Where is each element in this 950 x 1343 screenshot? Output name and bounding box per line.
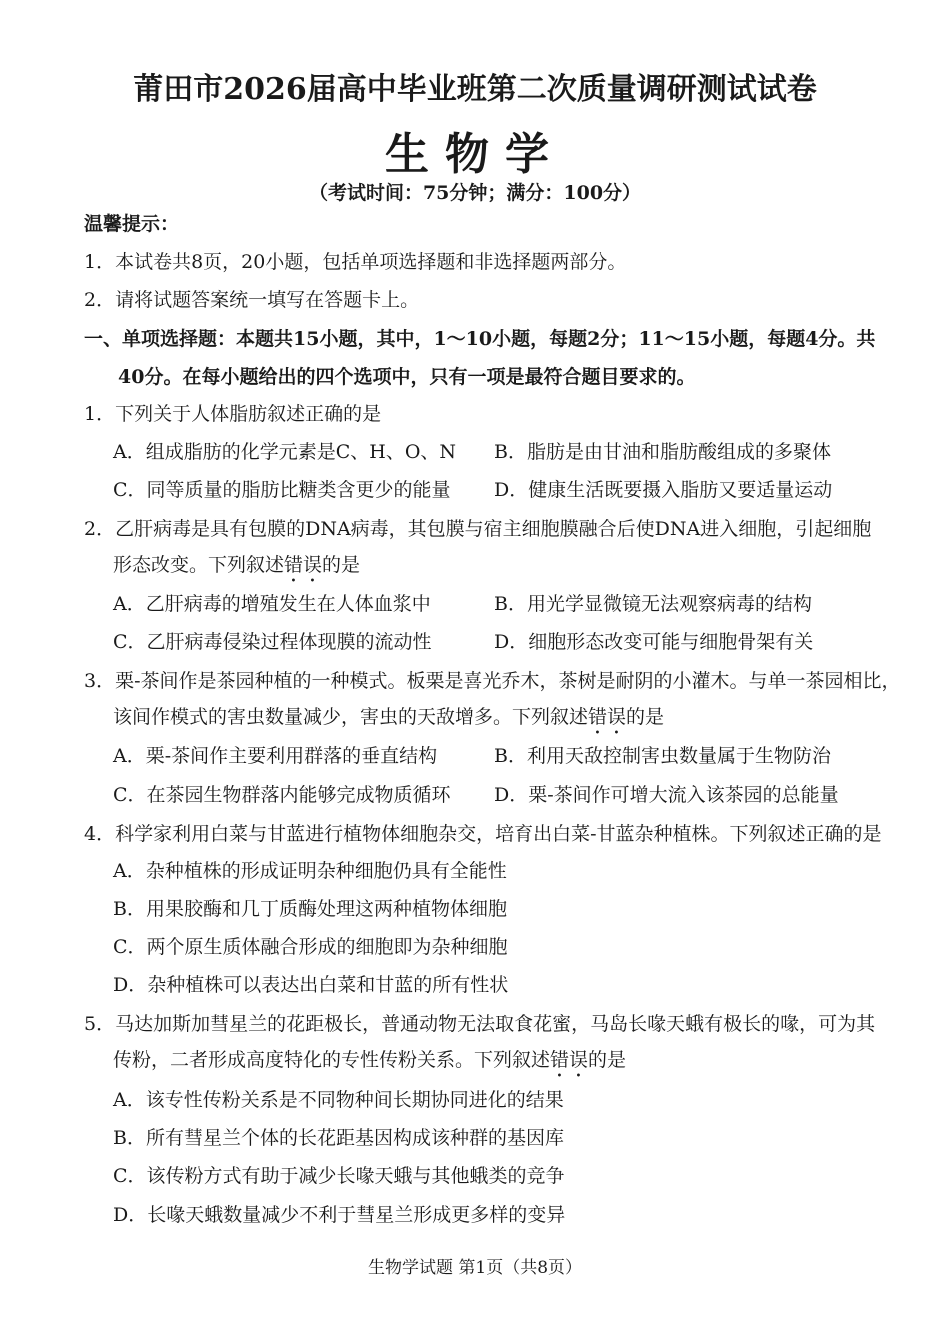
question-3-stem: 3．栗-茶间作是茶园种植的一种模式。板栗是喜光乔木，茶树是耐阴的小灌木。与单一茶园相比， <box>84 670 901 692</box>
question-3-option-d: D．栗-茶间作可增大流入该茶园的总能量 <box>494 784 839 806</box>
question-1-option-b: B．脂肪是由甘油和脂肪酸组成的多聚体 <box>494 441 831 463</box>
stem-text: 传粉，二者形成高度特化的专性传粉关系。下列叙述 <box>113 1049 551 1071</box>
question-3-option-b: B．利用天敌控制害虫数量属于生物防治 <box>494 745 831 767</box>
question-4-option-b: B．用果胶酶和几丁质酶处理这两种植物体细胞 <box>113 898 507 920</box>
question-2-option-b: B．用光学显微镜无法观察病毒的结构 <box>494 593 812 615</box>
emphasis-text: 错误 <box>284 554 323 576</box>
stem-text: 的是 <box>322 554 361 576</box>
question-1-option-c: C．同等质量的脂肪比糖类含更少的能量 <box>113 479 451 501</box>
question-4-option-c: C．两个原生质体融合形成的细胞即为杂种细胞 <box>113 936 508 958</box>
stem-text: 该间作模式的害虫数量减少，害虫的天敌增多。下列叙述 <box>113 706 589 728</box>
question-5-option-d: D．长喙天蛾数量减少不利于彗星兰形成更多样的变异 <box>113 1204 566 1226</box>
question-3-option-c: C．在茶园生物群落内能够完成物质循环 <box>113 784 451 806</box>
question-2-option-d: D．细胞形态改变可能与细胞骨架有关 <box>494 631 814 653</box>
stem-text: 的是 <box>626 706 665 728</box>
question-4-option-d: D．杂种植株可以表达出白菜和甘蓝的所有性状 <box>113 974 509 996</box>
notice-heading: 温馨提示： <box>84 213 180 235</box>
question-1-stem: 1．下列关于人体脂肪叙述正确的是 <box>84 403 382 425</box>
question-4-option-a: A．杂种植株的形成证明杂种细胞仍具有全能性 <box>113 860 507 882</box>
stem-text: 形态改变。下列叙述 <box>113 554 285 576</box>
question-2-stem: 2．乙肝病毒是具有包膜的DNA病毒，其包膜与宿主细胞膜融合后使DNA进入细胞，引起细胞 <box>84 518 872 540</box>
section-heading-line-2: 40分。在每小题给出的四个选项中，只有一项是最符合题目要求的。 <box>118 366 696 388</box>
question-5-option-b: B．所有彗星兰个体的长花距基因构成该种群的基因库 <box>113 1127 564 1149</box>
exam-title: 莆田市2026届高中毕业班第二次质量调研测试试卷 <box>133 72 817 107</box>
exam-info: （考试时间：75分钟；满分：100分） <box>308 182 642 204</box>
question-2-stem-line-2 <box>113 553 360 587</box>
question-4-stem: 4．科学家利用白菜与甘蓝进行植物体细胞杂交，培育出白菜-甘蓝杂种植株。下列叙述正确的是 <box>84 823 882 845</box>
notice-item-1: 1．本试卷共8页，20小题，包括单项选择题和非选择题两部分。 <box>84 251 627 273</box>
question-2-option-a: A．乙肝病毒的增殖发生在人体血浆中 <box>113 593 431 615</box>
emphasis-text: 错误 <box>588 706 627 728</box>
question-3-option-a: A．栗-茶间作主要利用群落的垂直结构 <box>113 745 438 767</box>
section-heading-line-1: 一、单项选择题：本题共15小题，其中，1～10小题，每题2分；11～15小题，每题4分。共 <box>84 328 876 350</box>
question-1-option-d: D．健康生活既要摄入脂肪又要适量运动 <box>494 479 833 501</box>
question-1-option-a: A．组成脂肪的化学元素是C、H、O、N <box>113 441 457 463</box>
question-5-stem-line-2 <box>113 1048 626 1082</box>
subject-title: 生物学 <box>385 129 565 180</box>
page-footer: 生物学试题 第1页（共8页） <box>367 1258 583 1278</box>
question-5-stem: 5．马达加斯加彗星兰的花距极长，普通动物无法取食花蜜，马岛长喙天蛾有极长的喙，可为其 <box>84 1013 876 1035</box>
question-5-option-a: A．该专性传粉关系是不同物种间长期协同进化的结果 <box>113 1089 564 1111</box>
notice-item-2: 2．请将试题答案统一填写在答题卡上。 <box>84 289 420 311</box>
question-5-option-c: C．该传粉方式有助于减少长喙天蛾与其他蛾类的竞争 <box>113 1165 565 1187</box>
emphasis-text: 错误 <box>550 1049 589 1071</box>
question-2-option-c: C．乙肝病毒侵染过程体现膜的流动性 <box>113 631 432 653</box>
question-3-stem-line-2 <box>113 705 664 739</box>
stem-text: 的是 <box>588 1049 627 1071</box>
